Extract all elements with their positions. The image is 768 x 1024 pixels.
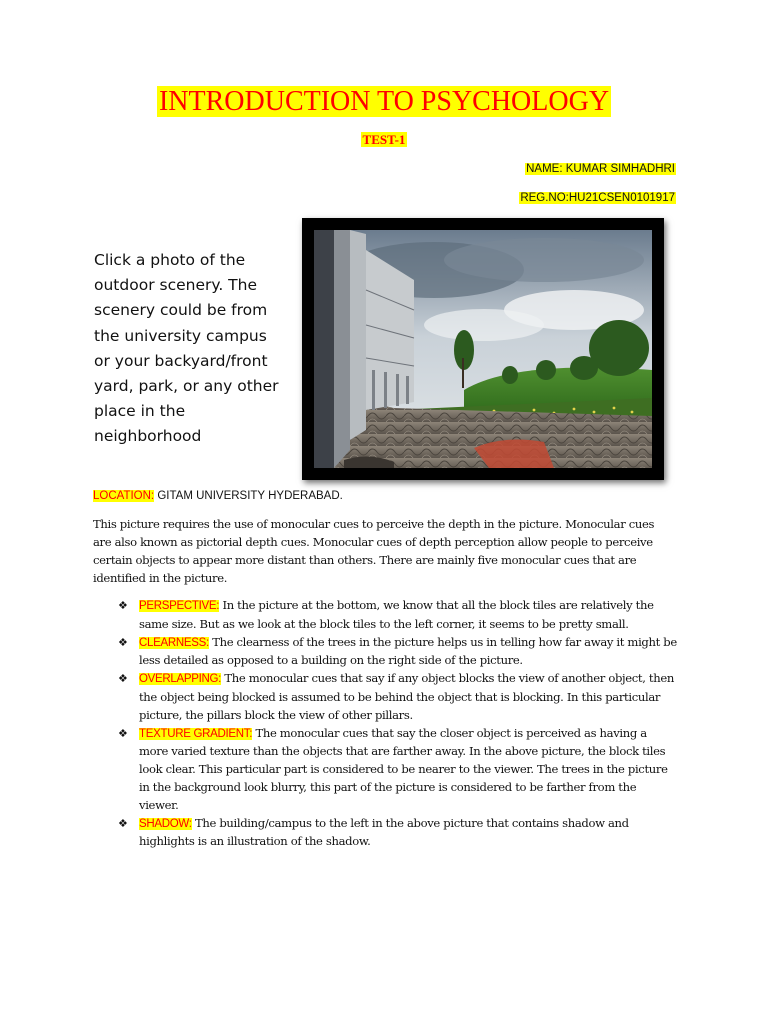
cue-text: The building/campus to the left in the above picture that contains shadow and highlights is an illustration of the shadow. xyxy=(139,815,629,849)
diamond-bullet-icon: ❖ xyxy=(118,726,128,740)
cue-label: TEXTURE GRADIENT: xyxy=(139,727,253,740)
cue-text: The clearness of the trees in the picture helps us in telling how far away it might be less detailed as opposed to a building on the right side of the picture. xyxy=(139,634,677,668)
prompt-line: outdoor scenery. The xyxy=(94,276,257,295)
scenery-photo xyxy=(302,218,664,480)
list-item xyxy=(118,725,678,815)
prompt-line: scenery could be from xyxy=(94,301,268,320)
prompt-line: or your backyard/front xyxy=(94,351,268,370)
prompt-line: yard, park, or any other xyxy=(94,377,279,396)
list-item xyxy=(118,815,678,852)
cue-label: PERSPECTIVE: xyxy=(139,600,220,612)
cue-label: CLEARNESS: xyxy=(139,636,209,649)
intro-paragraph: This picture requires the use of monocular cues to perceive the depth in the picture. Monocular cues are also known as pictorial depth cues. Monocular cues of depth perception allow people to perceive certain objects to appear more distant than others. There are mainly five monocular cues that are identified in the picture. xyxy=(93,517,655,585)
registration-number: REG.NO:HU21CSEN0101917 xyxy=(520,192,675,204)
test-label: TEST-1 xyxy=(362,132,406,147)
campus-scene-image xyxy=(314,230,652,468)
monocular-cues-list xyxy=(118,597,678,851)
prompt-line: place in the xyxy=(94,402,186,421)
diamond-bullet-icon: ❖ xyxy=(118,672,128,686)
prompt-line: the university campus xyxy=(94,326,267,345)
location-line xyxy=(93,490,343,502)
cue-text: The monocular cues that say if any object blocks the view of another object, then the object being blocked is assumed to be behind the object that is blocking. In this particular picture, the pillars block the view of other pillars. xyxy=(139,671,674,722)
page-title: INTRODUCTION TO PSYCHOLOGY xyxy=(158,86,610,117)
prompt-line: Click a photo of the xyxy=(94,251,246,269)
diamond-bullet-icon: ❖ xyxy=(118,635,128,649)
prompt-line: neighborhood xyxy=(94,427,202,446)
list-item xyxy=(118,670,678,724)
cue-text: The monocular cues that say the closer object is perceived as having a more varied texture than the objects that are farther away. In the above picture, the block tiles look clear. This particular part is considered to be nearer to the viewer. The trees in the picture in the background look blurry, this part of the picture is considered to be farther from the viewer. xyxy=(139,725,668,812)
list-item xyxy=(118,597,678,634)
cue-label: SHADOW: xyxy=(139,817,192,830)
diamond-bullet-icon: ❖ xyxy=(118,816,128,830)
location-value: GITAM UNIVERSITY HYDERABAD. xyxy=(154,490,343,502)
list-item xyxy=(118,634,678,671)
assignment-prompt xyxy=(94,248,294,450)
cue-label: OVERLAPPING: xyxy=(139,673,222,686)
cue-text: In the picture at the bottom, we know that all the block tiles are relatively the same size. But as we look at the block tiles to the left corner, it seems to be pretty small. xyxy=(139,598,654,631)
location-label: LOCATION: xyxy=(93,490,155,502)
diamond-bullet-icon: ❖ xyxy=(118,599,128,612)
student-name: NAME: KUMAR SIMHADHRI xyxy=(526,163,675,175)
